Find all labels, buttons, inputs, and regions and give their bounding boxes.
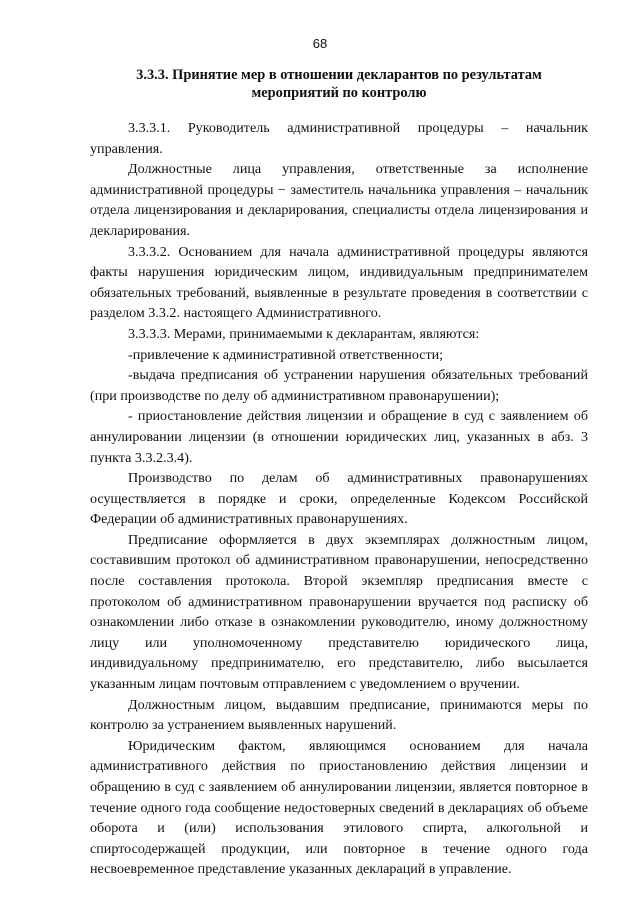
list-item-suspension: - приостановление действия лицензии и обращение в суд с заявлением об аннулировании лицензии (в отношении юридических лиц, указанных в абз. 3 пункта 3.3.2.3.4). [90,408,588,466]
paragraph-officials: Должностные лица управления, ответственные за исполнение административной процедуры − заместитель начальника управления – начальник отдела лицензирования и декларирования, специалисты отдела лицензирования и декларирования. [90,161,588,239]
section-heading [90,66,588,102]
list-item-liability: -привлечение к административной ответственности; [128,346,444,363]
paragraph-control-measures: Должностным лицом, выдавшим предписание, принимаются меры по контролю за устранением выявленных нарушений. [90,696,588,734]
paragraph-3-3-3-2: 3.3.3.2. Основанием для начала административной процедуры являются факты нарушения юридическим лицом, индивидуальным предпринимателем обязательных требований, выявленные в результате проведения в соответствии с разделом 3.3.2. настоящего Административного. [90,243,588,322]
section-heading-line-2: мероприятий по контролю [251,85,427,101]
list-item-order: -выдача предписания об устранении нарушения обязательных требований (при производстве по делу об административном правонарушении); [90,367,588,404]
paragraph-order-issuance: Предписание оформляется в двух экземплярах должностным лицом, составившим протокол об административном правонарушении, непосредственно после составления протокола. Второй экземпляр предписания вместе с протоколом об административном правонарушении вручается под расписку об ознакомлении либо отказе в ознакомлении руководителю, иному должностному лицу или уполномоченному представителю юридического лица, индивидуальному предпринимателю, его представителю, либо высылается указанным лицам почтовым отправлением с уведомлением о вручении. [90,531,588,693]
page-number: 68 [312,36,328,51]
document-body [90,118,588,880]
section-heading-line-1: 3.3.3. Принятие мер в отношении декларантов по результатам [136,67,542,83]
paragraph-legal-fact: Юридическим фактом, являющимся основанием для начала административного действия по приостановлению действия лицензии и обращению в суд с заявлением об аннулировании лицензии, является повторное в течение одного года сообщение недостоверных сведений в декларациях об объеме оборота и (или) использования этилового спирта, алкогольной и спиртосодержащей продукции, или повторное в течение одного года несвоевременное представление указанных деклараций в управление. [90,737,588,878]
paragraph-3-3-3-1: 3.3.3.1. Руководитель административной процедуры – начальник управления. [90,120,588,157]
paragraph-proceedings: Производство по делам об административных правонарушениях осуществляется в порядке и сроки, определенные Кодексом Российской Федерации об административных правонарушениях. [90,470,588,528]
paragraph-3-3-3-3: 3.3.3.3. Мерами, принимаемыми к декларантам, являются: [128,325,480,342]
